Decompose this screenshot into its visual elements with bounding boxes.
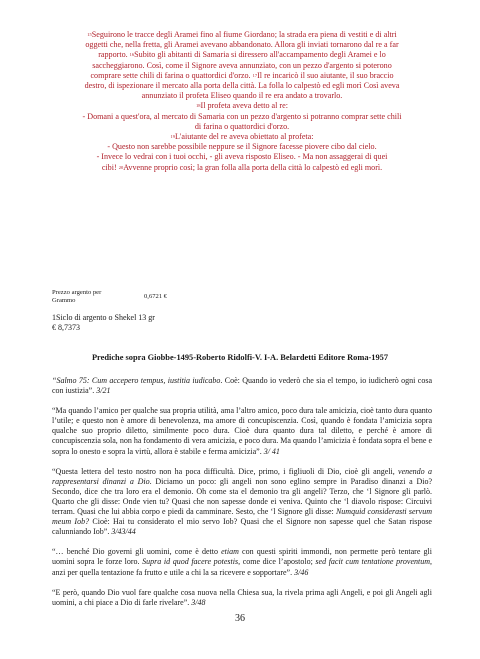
italic-text: 3/21	[96, 386, 111, 396]
bible-line	[52, 40, 432, 50]
bible-text: rapporto.	[98, 50, 130, 60]
italic-text: “Salmo 75: Cum accepero tempus, iustitia iudicabo	[52, 376, 221, 385]
bible-text: L'aiutante del re aveva obiettato al profeta:	[174, 132, 314, 142]
italic-text: Supra id quod facere potestis	[142, 557, 239, 567]
price-label-line2: Grammo	[52, 296, 76, 304]
italic-text: 3/46	[294, 567, 309, 577]
italic-text: etiam	[221, 547, 239, 557]
page-number: 36	[235, 613, 245, 624]
verse-number: 17	[252, 72, 258, 78]
bible-text: cibi!	[101, 162, 119, 172]
bible-text: Avvenne proprio così; la gran folla alla porta della città lo calpestò ed egli morì.	[123, 162, 383, 172]
bible-line	[52, 101, 432, 111]
quote-text: Cioè: Hai tu considerato el mio servo Iob? Quasi che el Signore non sapesse quel che Satan rispose calunniando Iob”.	[52, 517, 432, 537]
bible-text: Subito gli abitanti di Samaria si diressero all'accampamento degli Aramei e lo	[134, 50, 386, 60]
bible-line	[52, 152, 432, 162]
verse-number: 19	[170, 134, 175, 140]
bible-text: di farina o quattordici d'orzo.	[194, 121, 290, 131]
bible-text: saccheggiarono. Così, come il Signore aveva annunziato, con un pezzo d'argento si poterono	[92, 60, 392, 70]
bible-text: Seguirono le tracce degli Aramei fino al fiume Giordano; la strada era piena di vestiti e di altri	[91, 30, 397, 39]
italic-text: Numquid considerasti servum meum Iob?	[52, 507, 432, 527]
quote-text: , come dice l’apostolo;	[238, 557, 316, 567]
bible-line	[52, 91, 432, 101]
bible-line	[52, 81, 432, 91]
bible-text: - Questo non sarebbe possibile neppure se il Signore facesse piovere cibo dal cielo.	[107, 142, 377, 152]
bible-text: destro, di ispezionare il mercato alla porta della città. La folla lo calpestò ed egli morì Così aveva	[84, 81, 400, 91]
italic-text: 3/48	[191, 597, 206, 607]
siclo-info	[52, 313, 155, 333]
bible-text: comprare sette chili di farina o quattordici d'orzo.	[90, 70, 253, 80]
bible-line	[52, 50, 432, 60]
price-row	[52, 289, 167, 305]
quote-text: , anzi per quella tentazione fa frutto e utile a chi la sa ricevere e sopportare”.	[52, 557, 432, 577]
bible-line	[52, 122, 432, 132]
italic-text: 3/ 41	[263, 446, 280, 456]
quote-paragraph	[52, 467, 432, 538]
quote-paragraph	[52, 547, 432, 577]
quote-text: . Coè: Quando io vederò che sia el tempo, io iudicherò ogni cosa con iustizia”.	[52, 376, 432, 396]
quote-text: . Diciamo un poco: gli angeli non sono eglino sempre in Paradiso dinanzi a Dio? Secondo, dice che tra loro era el demonio. Oh come sta el demonio tra gli angeli? Terzo, che ‘l Signore gli parlò. Quarto che gli disse: Onde vien tu? Quasi che non sapesse donde ei veniva. Quinto che ‘l diavolo rispose: Circuivi terram. Quasi che lui abbia corpo e piedi da camminare. Sesto, che ‘l Signore gli disse:	[52, 476, 433, 517]
price-table	[52, 289, 167, 305]
siclo-line2: € 8,7373	[52, 323, 80, 332]
siclo-line1: 1Siclo di argento o Shekel 13 gr	[52, 313, 155, 322]
verse-number: 15	[87, 32, 92, 37]
bible-line	[52, 30, 432, 40]
bible-text: Il re incaricò il suo aiutante, il suo braccio	[257, 70, 394, 80]
quote-paragraph	[52, 588, 432, 608]
quote-paragraph	[52, 406, 432, 456]
verse-number: 20	[118, 164, 124, 170]
bible-text: - Domani a quest'ora, al mercato di Samaria con un pezzo d'argento si potranno comprar sette chili	[82, 111, 402, 121]
bible-text: - Invece lo vedrai con i tuoi occhi, - gli aveva risposto Eliseo. - Ma non assaggerai di quei	[96, 152, 388, 162]
sermon-excerpts	[52, 376, 432, 618]
italic-text: sed facit cum tentatione proventum	[315, 557, 430, 567]
price-label	[52, 289, 144, 305]
bible-line	[52, 112, 432, 122]
quote-text: “… benché Dio governi gli uomini, come è detto	[52, 547, 222, 557]
section-heading: Prediche sopra Giobbe-1495-Roberto Ridolfi-V. I-A. Belardetti Editore Roma-1957	[91, 353, 389, 362]
quote-text: “Questa lettera del testo nostro non ha poca difficultà. Dice, primo, i figliuoli di Dio, cioè gli angeli,	[52, 466, 399, 476]
bible-line	[52, 132, 432, 142]
italic-text: 3/43/44	[111, 527, 136, 537]
bible-passage	[52, 30, 432, 173]
price-label-line1: Prezzo argento per	[52, 289, 102, 296]
bible-line	[52, 71, 432, 81]
bible-line	[52, 61, 432, 71]
quote-paragraph	[52, 376, 432, 396]
italic-text: venendo a rappresentarsi dinanzi a Dio	[52, 466, 432, 486]
quote-text: “Ma quando l’amico per qualche sua propria utilità, ama l’altro amico, poco dura tale amicizia, cioè tanto dura quanto l’utile; e questo non è amore di benevolenza, ma amore di concupiscenzia. Così, quando è fondata l’amicizia sopra qualche suo proprio diletto, similmente poco dura. Cioè dura quanto dura tal diletto, e perché è amore di concupiscenzia sola, non ha fondamento di vera amicizia, e poco dura. Ma quando l’amicizia è fondata sopra el bene e sopra lo onesto e sopra la virtù, allora è stabile e ferma amicizia”.	[52, 406, 432, 456]
bible-line	[52, 163, 432, 173]
bible-text: oggetti che, nella fretta, gli Aramei avevano abbandonato. Allora gli inviati tornarono dal re a far	[85, 40, 399, 50]
bible-text: annunziato il profeta Eliseo quando il re era andato a trovarlo.	[141, 91, 343, 101]
verse-number: 16	[129, 52, 135, 58]
quote-text: con questi spiriti immondi, non permette però tentare gli uomini sopra le forze loro.	[52, 547, 433, 567]
verse-number: 18	[196, 103, 201, 109]
bible-text: Il profeta aveva detto al re:	[200, 101, 288, 111]
quote-text: “E però, quando Dio vuol fare qualche cosa nuova nella Chiesa sua, la rivela prima agli Angeli, e poi gli Angeli agli uomini, a chi piace a Dio di farle rivelare”.	[52, 587, 432, 607]
bible-line	[52, 142, 432, 152]
price-value: 0,6721 €	[144, 292, 168, 300]
